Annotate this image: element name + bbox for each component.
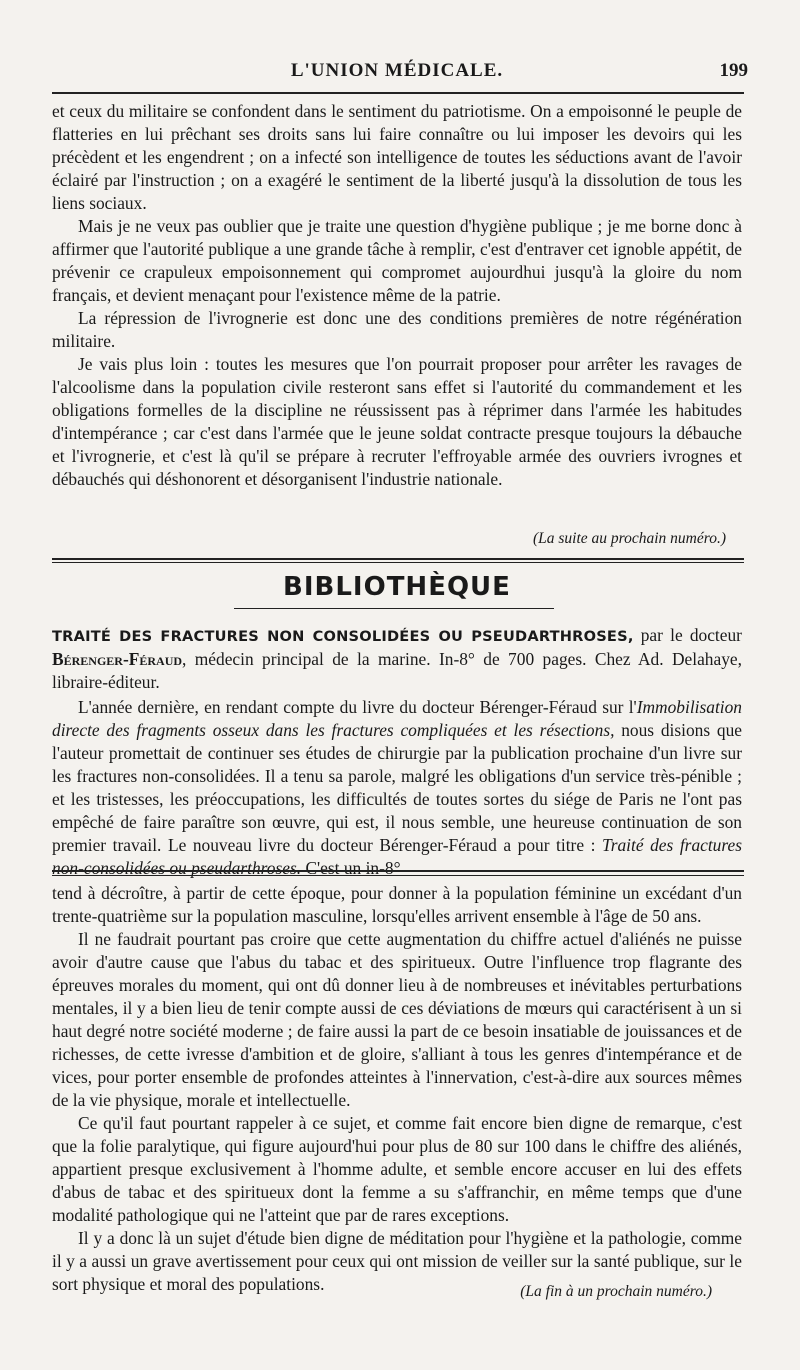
- journal-title: L'UNION MÉDICALE.: [290, 60, 504, 81]
- header-rule: [52, 92, 744, 94]
- paragraph: Ce qu'il faut pourtant rappeler à ce sujet, et comme fait encore bien digne de remarque, c'est que la folie paralytique, qui figure aujourd'hui pour plus de 80 sur 100 dans le chiffre des aliénés, appartient presque exclusivement à l'homme adulte, et semble encore accuser en lui des effets d'abus de tabac et des spiritueux dont la femme a su s'affranchir, en même temps que d'une modalité pathologique qui ne l'atteint que par de rares exceptions.: [52, 1113, 742, 1225]
- review-italic-title: Traité des fractures non-consolidées ou pseudarthroses.: [52, 835, 742, 878]
- section-title-underline: [234, 608, 554, 609]
- review-text: L'année dernière, en rendant compte du livre du docteur Bérenger-Féraud sur l': [78, 697, 637, 717]
- footer-rule-thin: [52, 875, 744, 876]
- review-paragraph: [52, 696, 742, 880]
- end-note: (La fin à un prochain numéro.): [520, 1283, 712, 1300]
- footer-rule: [52, 870, 744, 872]
- paragraph: Il y a donc là un sujet d'étude bien digne de méditation pour l'hygiène et la pathologie, comme il y a aussi un grave avertissement pour ceux qui ont mission de veiller sur la santé publique, sur le sort physique et moral des populations.: [52, 1228, 742, 1294]
- page-number: 199: [719, 60, 748, 81]
- paragraph: Je vais plus loin : toutes les mesures que l'on pourrait proposer pour arrêter les ravages de l'alcoolisme dans la population civile resteront sans effet si l'autorité du commandement et les obligations formelles de la discipline ne réussissent pas à réprimer dans l'armée les habitudes d'intempérance ; car c'est dans l'armée que le jeune soldat contracte presque toujours la débauche et l'ivrognerie, et c'est là qu'il se prépare à recruter l'effroyable armée des ouvriers ivrognes et débauchés qui déshonorent et désorganisent l'industrie nationale.: [52, 354, 742, 489]
- book-heading: [52, 624, 742, 694]
- review-italic-title: Immobilisation directe des fragments osseux dans les fractures compliquées et les résections,: [52, 697, 742, 740]
- author-name: Bérenger-Féraud: [52, 649, 183, 669]
- section-rule-top-thin: [52, 562, 744, 563]
- journal-page: [52, 0, 752, 1370]
- paragraph: Mais je ne veux pas oublier que je traite une question d'hygiène publique ; je me borne donc à affirmer que l'autorité publique a une grande tâche à remplir, c'est d'entraver cet ignoble appétit, de prévenir ce crapuleux empoisonnement qui compromet aujourdhui jusqu'à la gloire du nom français, et devient menaçant pour l'existence même de la patrie.: [52, 216, 742, 305]
- page-header: [52, 56, 748, 86]
- paragraph: tend à décroître, à partir de cette époque, pour donner à la population féminine un excédant d'un trente-quatrième sur la population masculine, lorsqu'elles arrivent ensemble à l'âge de 50 ans.: [52, 883, 742, 926]
- review-text: nous disions que l'auteur promettait de continuer ses études de chirurgie par la publication prochaine d'un livre sur les fractures non-consolidées. Il a tenu sa parole, malgré les obligations d'un service très-pénible ; et les tristesses, les préoccupations, les difficultés de toutes sortes du siége de Paris ne l'ont pas empêché de faire paraître son œuvre, qui est, il nous semble, une heureuse continuation de son premier travail. Le nouveau livre du docteur Bérenger-Féraud a pour titre :: [52, 720, 742, 855]
- section-title: BIBLIOTHÈQUE: [283, 572, 511, 602]
- book-title: TRAITÉ DES FRACTURES NON CONSOLIDÉES OU PSEUDARTHROSES,: [52, 628, 634, 645]
- paragraph: et ceux du militaire se confondent dans le sentiment du patriotisme. On a empoisonné le peuple de flatteries en lui prêchant ses droits sans lui faire connaître ou lui imposer les devoirs qui les précèdent et les engendrent ; on a infecté son intelligence de toutes les séductions avant de l'avoir éclairé par l'instruction ; on a exagéré le sentiment de la liberté jusqu'à la dissolution de tous les liens sociaux.: [52, 101, 742, 213]
- section-rule-top: [52, 558, 744, 560]
- continuation-note: (La suite au prochain numéro.): [532, 530, 726, 547]
- book-details: , médecin principal de la marine. In-8° de 700 pages. Chez Ad. Delahaye, libraire-éditeur.: [52, 649, 742, 692]
- book-review: [52, 696, 742, 880]
- book-byline: par le docteur: [640, 625, 742, 645]
- review-text: C'est un in-8°: [301, 858, 401, 878]
- paragraph: La répression de l'ivrognerie est donc une des conditions premières de notre régénération militaire.: [52, 308, 742, 351]
- first-article: [52, 100, 742, 491]
- book-entry: [52, 624, 742, 694]
- paragraph: Il ne faudrait pourtant pas croire que cette augmentation du chiffre actuel d'aliénés ne puisse avoir d'autre cause que l'abus du tabac et des spiritueux. Outre l'influence trop flagrante des épreuves morales du moment, qui ont dû donner lieu à de nombreuses et inévitables perturbations mentales, il y a bien lieu de tenir compte aussi de ces déviations de mœurs qui caractérisent à un si haut degré notre société moderne ; de faire aussi la part de ce besoin insatiable de jouissances et de richesses, de cette ivresse d'ambition et de gloire, s'alliant à tous les genres d'intempérance et de vices, pour porter ensemble de profondes atteintes à l'innervation, c'est-à-dire aux sources mêmes de la vie physique, morale et intellectuelle.: [52, 929, 742, 1110]
- footer-article: [52, 882, 742, 1296]
